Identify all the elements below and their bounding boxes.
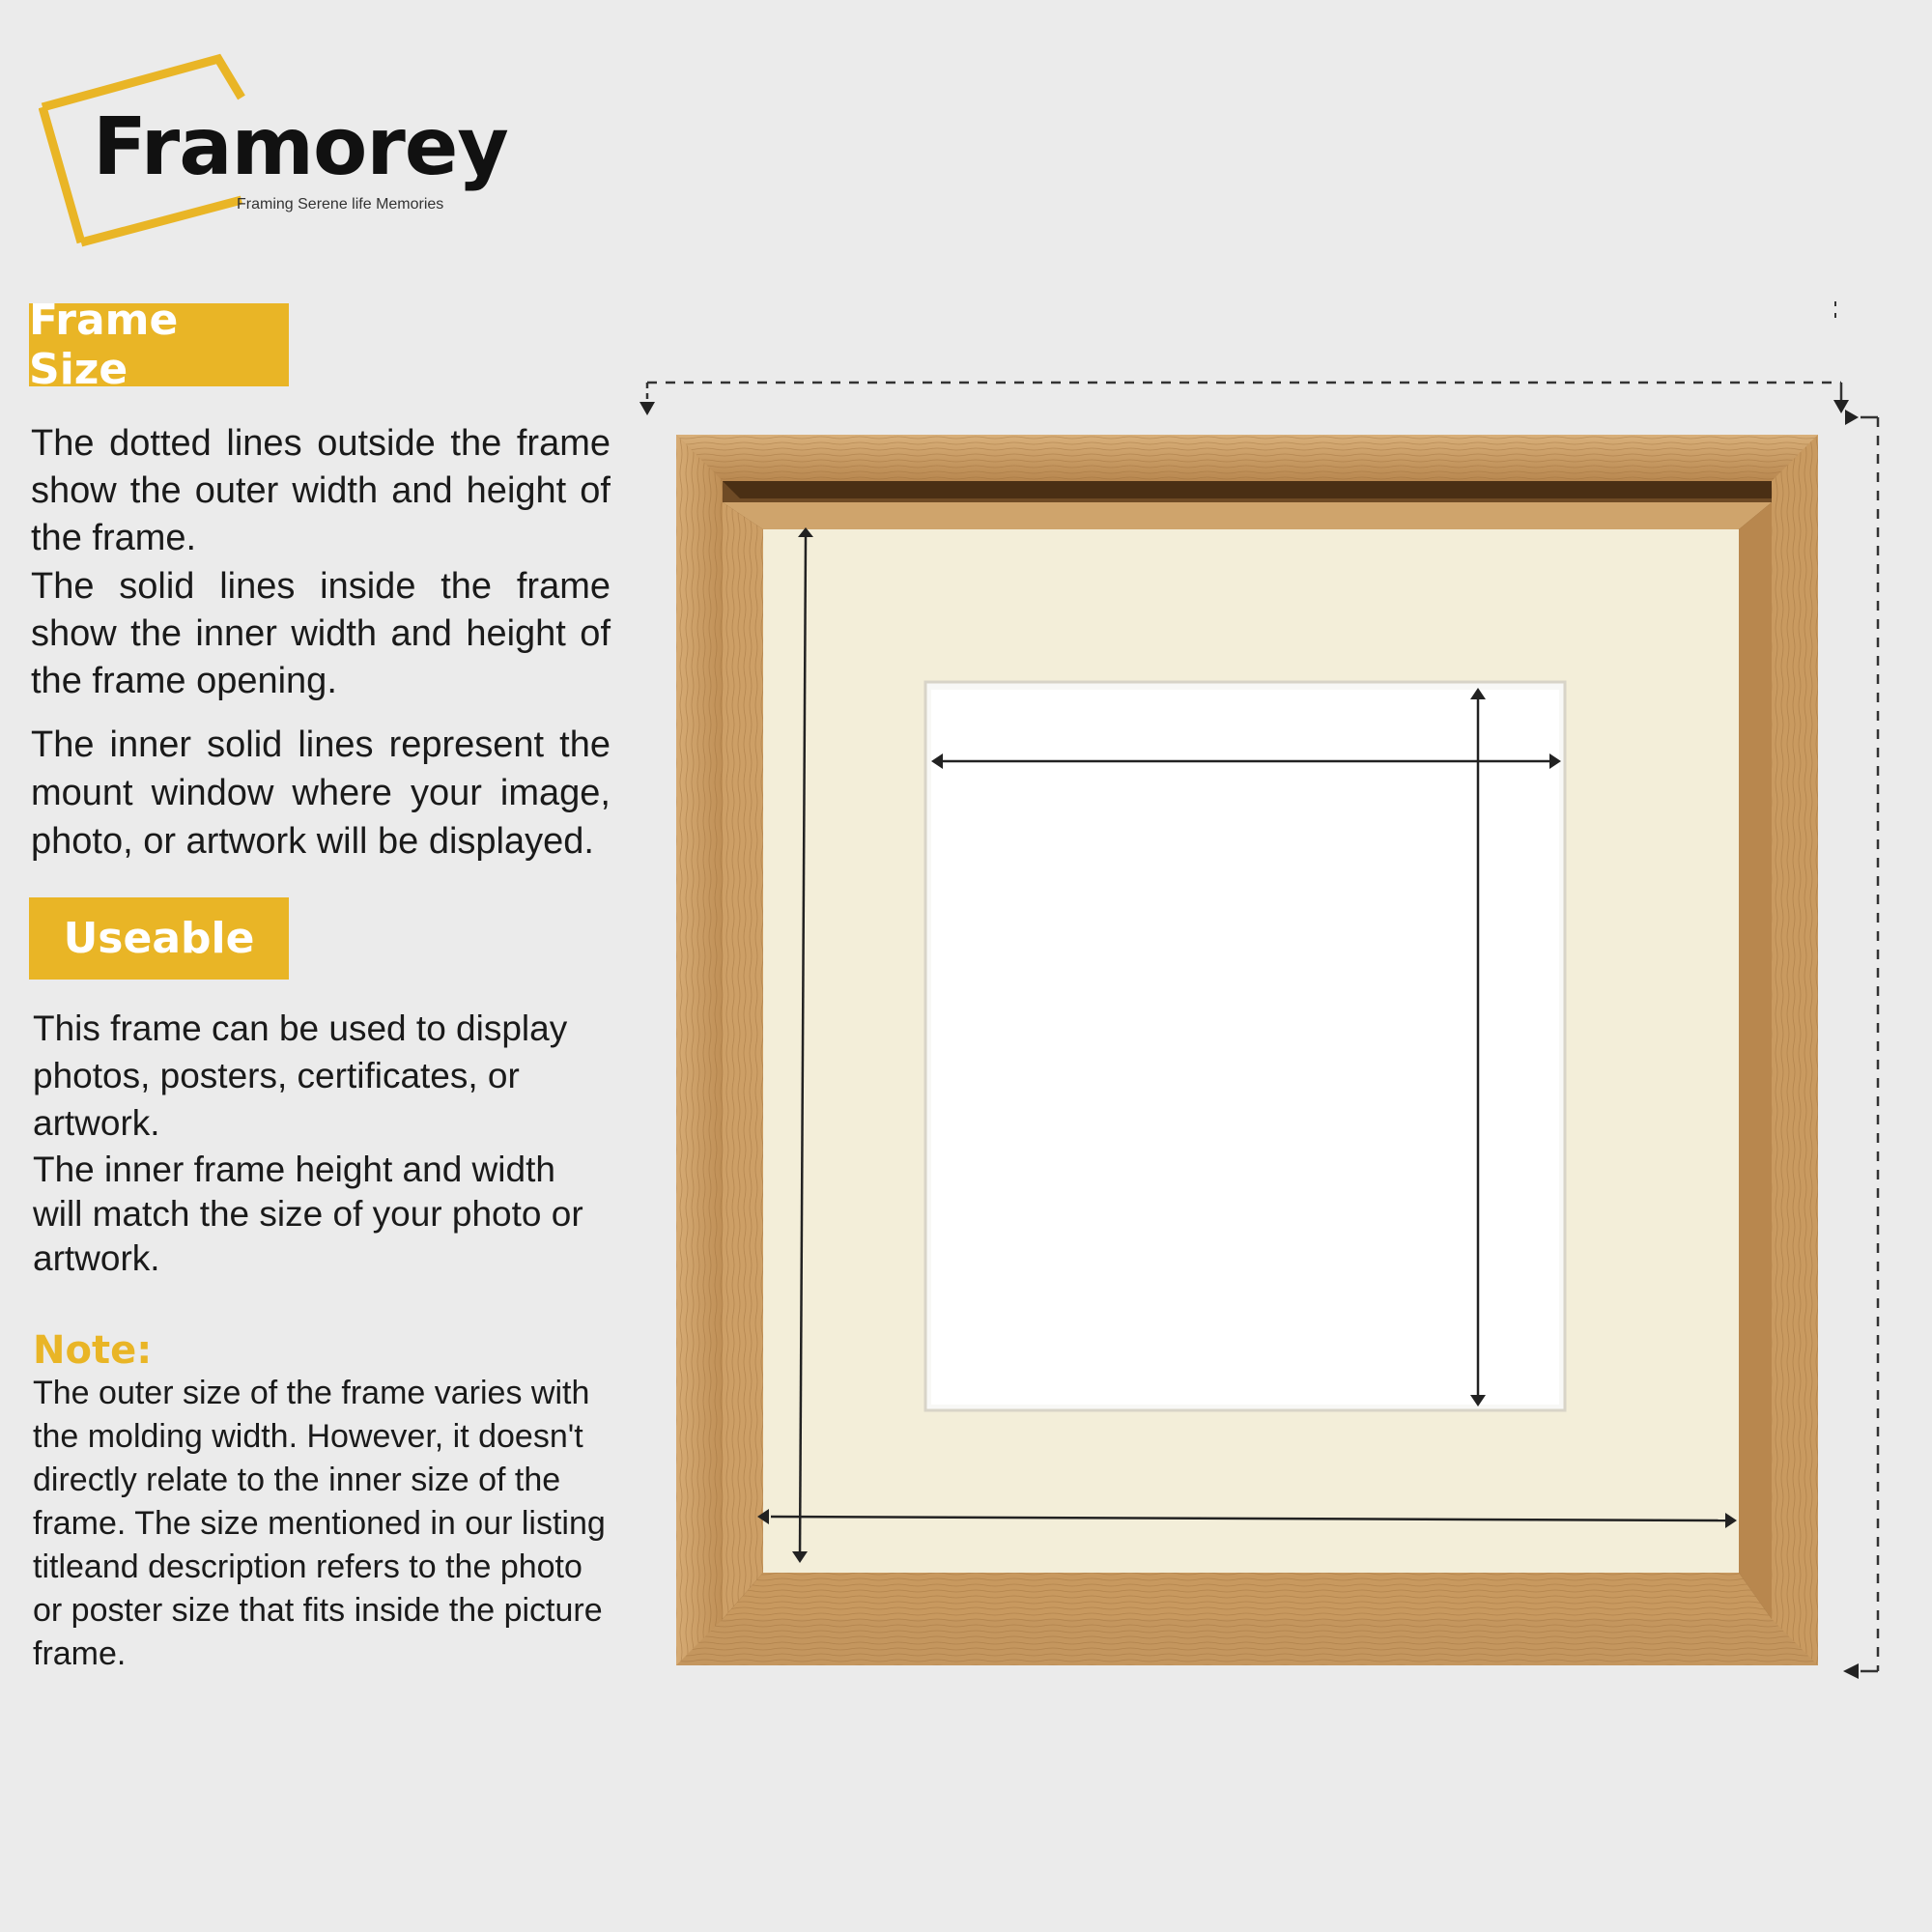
brand-tagline: Framing Serene life Memories <box>237 196 444 213</box>
note-text: The outer size of the frame varies with the molding width. However, it doesn't directly relate to the inner size of the frame. The size mentioned in our listing titleand description refers to the photo or poster size that fits inside the picture frame. <box>33 1375 606 1672</box>
mount-window-description: The inner solid lines represent the mount window where your image, photo, or artwork will be displayed. <box>31 724 611 862</box>
useable-description: This frame can be used to display photos, posters, certificates, or artwork. <box>33 1009 568 1143</box>
inner-size-description: The inner frame height and width will match the size of your photo or artwork. <box>33 1150 583 1278</box>
brand-name: Framorey <box>93 101 508 193</box>
outer-width-dotted-line <box>639 301 1849 415</box>
solid-lines-description: The solid lines inside the frame show the inner width and height of the frame opening. <box>31 566 611 701</box>
frame-size-heading: Frame Size <box>29 303 289 386</box>
useable-heading: Useable <box>29 897 289 980</box>
note-heading: Note: <box>33 1328 153 1373</box>
mount-window <box>925 682 1565 1410</box>
dotted-lines-description: The dotted lines outside the frame show the outer width and height of the frame. <box>31 423 611 558</box>
outer-height-dotted-line <box>1843 410 1878 1679</box>
